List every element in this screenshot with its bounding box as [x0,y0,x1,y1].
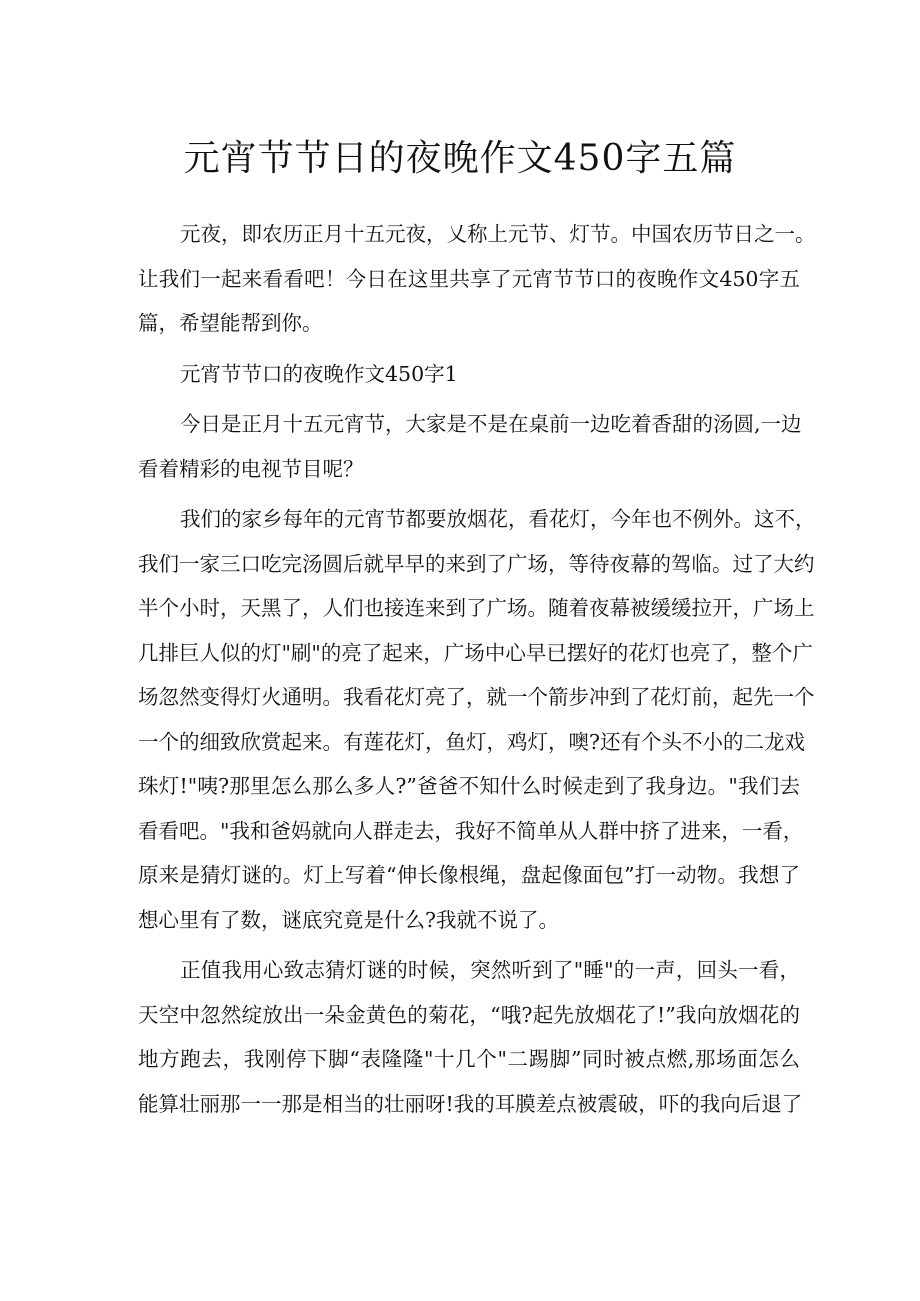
paragraph-line: 原来是猜灯谜的。灯上写着“伸长像根绳，盘起像面包”打一动物。我想了 [138,863,800,887]
document-body [138,212,816,1126]
paragraph-line: 今日是正月十五元宵节，大家是不是在桌前一边吃着香甜的汤圆,一边 [180,412,802,436]
paragraph-line: 天空中忽然绽放出一朵金黄色的菊花，“哦?起先放烟花了!”我向放烟花的 [138,1002,800,1027]
paragraph-line: 看着精彩的电视节目呢？ [138,456,364,481]
paragraph-line: 我们一家三口吃完汤圆后就早早的来到了广场，等待夜幕的驾临。过了大约 [138,551,815,576]
paragraph-line: 我们的家乡每年的元宵节都要放烟花，看花灯，今年也不例外。这不， [180,507,816,531]
paragraph-line: 元宵节节口的夜晚作文450字1 [180,361,458,386]
paragraph-line: 半个小时，天黑了，人们也接连来到了广场。随着夜幕被缓缓拉开，广场上 [138,596,815,620]
paragraph [138,402,800,491]
paragraph-line: 看看吧。"我和爸妈就向人群走去，我好不简单从人群中挤了进来，一看， [138,818,804,843]
document-title: 元宵节节日的夜晚作文450字五篇 [183,138,737,179]
paragraph-line: 场忽然变得灯火通明。我看花灯亮了，就一个箭步冲到了花灯前，起先一个 [138,685,815,709]
paragraph-line: 元夜，即农历正月十五元夜，乂称上元节、灯节。中国农历节日之一。 [180,222,816,246]
paragraph-intro [138,212,816,346]
paragraph-line: 地方跑去，我刚停下脚“表隆隆"十几个"二踢脚”同时被点燃,那场面怎么 [138,1047,800,1071]
paragraph [138,948,803,1126]
paragraph-line: 能算壮丽那一一那是相当的壮丽呀!我的耳膜差点被震破，吓的我向后退了 [138,1091,803,1116]
paragraph-line: 几排巨人似的灯"刷"的亮了起来，广场中心早已摆好的花灯也亮了，整个广 [138,640,813,665]
paragraph-line: 篇，希望能帮到你。 [138,311,323,335]
paragraph-line: 想心里有了数，谜底究竟是什么?我就不说了。 [138,907,559,932]
paragraph [138,497,816,942]
paragraph-line: 让我们一起来看看吧！今日在这里共享了元宵节节口的夜晚作文450字五 [138,266,800,291]
paragraph-line: 珠灯!"咦?那里怎么那么多人?”爸爸不知什么时候走到了我身边。"我们去 [138,774,800,798]
paragraph-line: 一个的细致欣赏起来。有莲花灯，鱼灯，鸡灯，噢?还有个头不小的二龙戏 [138,729,805,754]
paragraph-line: 正值我用心致志猜灯谜的时候，突然听到了"睡"的一声，回头一看， [180,958,800,982]
section-heading [138,352,800,397]
